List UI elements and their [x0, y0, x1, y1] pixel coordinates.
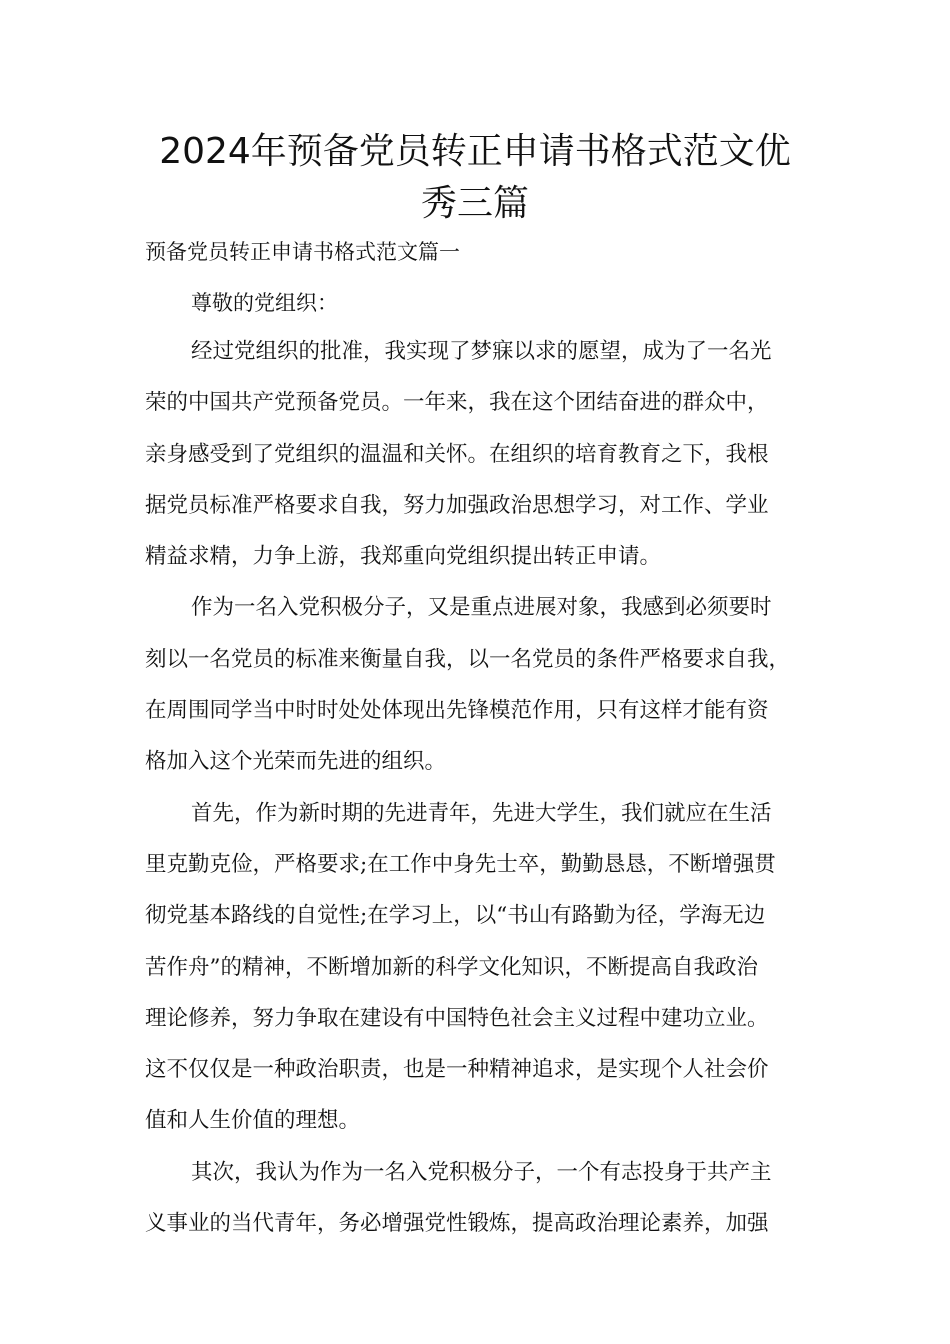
body-line: 值和人生价值的理想。	[145, 1108, 361, 1134]
body-line: 格加入这个光荣而先进的组织。	[145, 749, 447, 775]
body-line: 其次，我认为作为一名入党积极分子，一个有志投身于共产主	[191, 1159, 772, 1185]
body-line: 精益求精，力争上游，我郑重向党组织提出转正申请。	[145, 544, 662, 570]
body-line: 在周围同学当中时时处处体现出先锋模范作用，只有这样才能有资	[145, 698, 769, 724]
body-line: 经过党组织的批准，我实现了梦寐以求的愿望，成为了一名光	[191, 339, 772, 364]
body-line: 荣的中国共产党预备党员。一年来，我在这个团结奋进的群众中，	[145, 390, 769, 416]
body-line: 刻以一名党员的标准来衡量自我，以一名党员的条件严格要求自我，	[145, 646, 791, 672]
section-heading: 预备党员转正申请书格式范文篇一	[145, 240, 460, 264]
body-line: 苦作舟”的精神，不断增加新的科学文化知识，不断提高自我政治	[145, 954, 758, 980]
body-line: 义事业的当代青年，务必增强党性锻炼，提高政治理论素养，加强	[145, 1211, 769, 1237]
body-line: 作为一名入党积极分子，又是重点进展对象，我感到必须要时	[191, 595, 772, 621]
document-title	[100, 126, 850, 230]
body-line: 亲身感受到了党组织的温温和关怀。在组织的培育教育之下，我根	[145, 441, 769, 467]
body-line: 里克勤克俭，严格要求;在工作中身先士卒，勤勤恳恳，不断增强贯	[145, 851, 776, 877]
body-line: 这不仅仅是一种政治职责，也是一种精神追求，是实现个人社会价	[145, 1057, 769, 1083]
salutation: 尊敬的党组织：	[191, 291, 338, 315]
body-line: 首先，作为新时期的先进青年，先进大学生，我们就应在生活	[191, 800, 772, 826]
body-line: 据党员标准严格要求自我，努力加强政治思想学习，对工作、学业	[145, 492, 769, 518]
document-title-line-1: 2024年预备党员转正申请书格式范文优	[159, 131, 791, 172]
document-title-line-2: 秀三篇	[420, 183, 529, 224]
body-line: 理论修养，努力争取在建设有中国特色社会主义过程中建功立业。	[145, 1005, 769, 1031]
document-body	[145, 337, 845, 1260]
body-line: 彻党基本路线的自觉性;在学习上，以“书山有路勤为径，学海无边	[145, 903, 766, 929]
